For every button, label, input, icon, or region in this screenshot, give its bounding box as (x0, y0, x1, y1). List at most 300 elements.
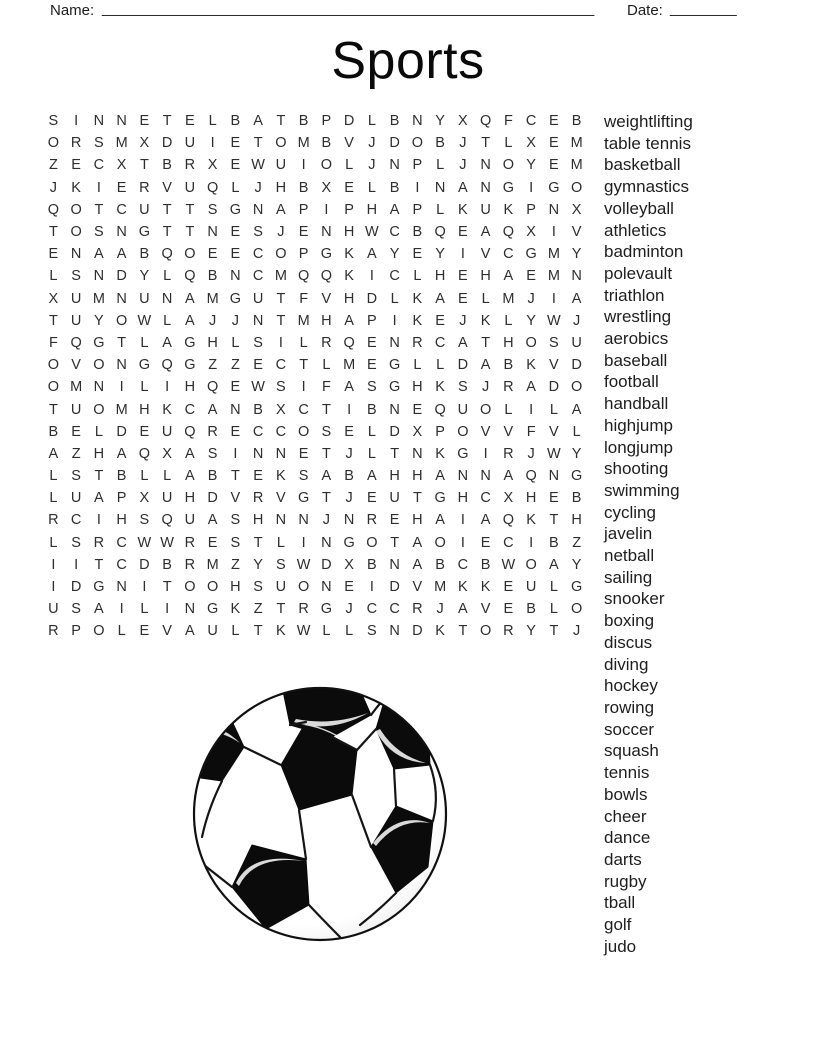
grid-letter: B (389, 113, 400, 130)
grid-letter: E (139, 423, 150, 440)
grid-letter: L (413, 357, 422, 374)
grid-letter: C (70, 512, 82, 529)
word-list-item: netball (604, 546, 655, 566)
grid-letter: P (526, 201, 536, 218)
grid-letter: H (389, 468, 400, 485)
grid-letter: K (412, 290, 423, 307)
grid-letter: T (48, 224, 58, 241)
grid-letter: Y (435, 246, 445, 263)
grid-letter: K (458, 201, 468, 218)
grid-letter: A (185, 312, 195, 329)
grid-letter: B (321, 135, 332, 152)
grid-letter: D (321, 556, 332, 573)
grid-letter: N (389, 401, 400, 418)
grid-letter: N (298, 512, 309, 529)
grid-letter: K (480, 579, 491, 596)
grid-letter: L (504, 401, 513, 418)
grid-letter: S (94, 135, 104, 152)
grid-letter: T (185, 201, 195, 218)
grid-letter: E (298, 445, 309, 462)
grid-letter: T (162, 201, 172, 218)
grid-letter: R (252, 490, 264, 507)
grid-letter: C (366, 601, 378, 618)
grid-letter: O (297, 423, 310, 440)
grid-letter: K (435, 445, 445, 462)
grid-letter: O (366, 534, 378, 551)
grid-letter: S (276, 379, 286, 396)
grid-letter: G (548, 179, 560, 196)
grid-letter: I (142, 579, 147, 596)
grid-letter: I (392, 312, 397, 329)
grid-letter: E (503, 601, 514, 618)
grid-letter: Q (297, 268, 310, 285)
grid-letter: K (503, 201, 514, 218)
grid-letter: Q (502, 512, 515, 529)
grid-letter: L (504, 312, 513, 329)
word-list-item: weightlifting (604, 112, 693, 131)
grid-letter: X (412, 423, 423, 440)
grid-letter: E (458, 290, 468, 307)
grid-letter: O (70, 224, 82, 241)
grid-letter: N (389, 623, 400, 640)
grid-letter: B (367, 556, 377, 573)
grid-letter: Z (71, 445, 81, 462)
grid-letter: E (389, 512, 400, 529)
grid-letter: X (344, 556, 354, 573)
grid-letter: Q (47, 201, 60, 218)
grid-letter: B (344, 468, 354, 485)
grid-letter: A (344, 312, 354, 329)
grid-letter: Y (571, 445, 582, 462)
grid-letter: Q (138, 445, 151, 462)
grid-letter: J (368, 157, 376, 174)
grid-letter: F (503, 113, 513, 130)
grid-letter: A (435, 512, 445, 529)
grid-letter: C (252, 246, 264, 263)
grid-letter: V (503, 423, 514, 440)
grid-letter: L (572, 423, 581, 440)
grid-letter: J (345, 601, 353, 618)
grid-letter: I (529, 179, 534, 196)
grid-letter: C (389, 268, 400, 285)
wordsearch-grid (42, 110, 588, 643)
grid-letter: C (434, 334, 446, 351)
grid-letter: G (343, 534, 355, 551)
grid-letter: U (275, 157, 287, 174)
grid-letter: B (435, 135, 445, 152)
grid-letter: J (254, 179, 262, 196)
grid-letter: C (116, 201, 127, 218)
grid-letter: O (525, 556, 537, 573)
grid-letter: X (503, 490, 514, 507)
grid-letter: K (480, 312, 491, 329)
grid-letter: T (94, 201, 104, 218)
grid-letter: N (548, 468, 560, 485)
grid-letter: J (527, 445, 535, 462)
grid-letter: E (480, 534, 491, 551)
grid-letter: A (458, 179, 468, 196)
grid-letter: L (367, 423, 376, 440)
grid-letter: G (184, 357, 196, 374)
grid-letter: A (571, 401, 582, 418)
grid-letter: B (116, 468, 127, 485)
grid-letter: J (49, 179, 57, 196)
grid-letter: M (115, 401, 128, 418)
grid-letter: Q (70, 334, 82, 351)
grid-letter: N (321, 579, 332, 596)
grid-letter: B (503, 357, 514, 374)
grid-letter: A (185, 445, 195, 462)
grid-letter: T (117, 334, 127, 351)
word-list-item: baseball (604, 350, 668, 370)
grid-letter: G (320, 246, 333, 263)
word-list-item: triathlon (604, 285, 665, 305)
grid-letter: N (457, 468, 469, 485)
grid-letter: N (321, 224, 332, 241)
grid-letter: A (94, 490, 104, 507)
grid-letter: G (297, 490, 310, 507)
grid-letter: L (49, 534, 58, 551)
grid-letter: G (457, 445, 469, 462)
grid-letter: E (139, 623, 150, 640)
grid-letter: N (548, 201, 560, 218)
grid-letter: N (321, 534, 332, 551)
grid-letter: C (116, 556, 127, 573)
grid-letter: S (253, 579, 263, 596)
grid-letter: W (365, 224, 379, 241)
grid-letter: T (48, 312, 58, 329)
word-list-item: squash (604, 741, 659, 761)
grid-letter: Q (206, 179, 219, 196)
grid-letter: B (549, 534, 559, 551)
grid-letter: N (571, 268, 582, 285)
grid-letter: G (502, 179, 515, 196)
grid-letter: I (460, 512, 465, 529)
grid-letter: K (526, 357, 536, 374)
grid-letter: G (229, 290, 242, 307)
word-list-item: volleyball (604, 198, 674, 218)
grid-letter: I (210, 135, 215, 152)
grid-letter: O (93, 401, 105, 418)
grid-letter: S (367, 623, 377, 640)
grid-letter: Y (435, 113, 445, 130)
grid-letter: W (160, 534, 174, 551)
grid-letter: L (549, 601, 558, 618)
grid-letter: N (184, 601, 196, 618)
grid-letter: L (231, 334, 240, 351)
grid-letter: T (94, 468, 104, 485)
grid-letter: A (367, 468, 377, 485)
grid-letter: C (480, 490, 491, 507)
grid-letter: G (388, 379, 401, 396)
grid-letter: A (412, 556, 423, 573)
grid-letter: M (92, 290, 105, 307)
grid-letter: M (297, 312, 310, 329)
grid-letter: C (275, 423, 287, 440)
grid-letter: L (481, 290, 490, 307)
grid-letter: O (47, 379, 60, 396)
grid-letter: K (276, 468, 286, 485)
grid-letter: N (116, 579, 127, 596)
grid-letter: B (48, 423, 59, 440)
grid-letter: Q (184, 268, 196, 285)
grid-letter: A (503, 268, 514, 285)
grid-letter: O (115, 312, 128, 329)
grid-letter: T (185, 224, 195, 241)
grid-letter: A (435, 290, 445, 307)
grid-letter: P (71, 623, 81, 640)
grid-letter: Z (572, 534, 582, 551)
grid-letter: D (412, 623, 423, 640)
grid-letter: D (457, 357, 469, 374)
grid-letter: O (70, 201, 82, 218)
grid-letter: P (321, 113, 332, 130)
grid-letter: L (140, 601, 149, 618)
grid-letter: S (94, 224, 104, 241)
grid-letter: T (276, 312, 286, 329)
grid-letter: I (96, 179, 101, 196)
grid-letter: H (207, 334, 218, 351)
word-list-item: dance (604, 828, 651, 848)
grid-letter: N (116, 290, 127, 307)
grid-letter: G (93, 579, 105, 596)
grid-letter: O (275, 246, 287, 263)
grid-letter: A (480, 224, 491, 241)
grid-letter: I (119, 379, 124, 396)
word-list-item: sailing (604, 567, 653, 587)
grid-letter: K (344, 268, 354, 285)
grid-letter: E (230, 423, 241, 440)
grid-letter: Q (161, 512, 173, 529)
grid-letter: N (434, 179, 446, 196)
grid-letter: E (298, 224, 309, 241)
grid-letter: T (458, 623, 468, 640)
grid-letter: A (480, 357, 491, 374)
grid-letter: O (570, 179, 583, 196)
grid-letter: Q (206, 379, 219, 396)
grid-letter: F (526, 423, 536, 440)
grid-letter: U (184, 179, 196, 196)
grid-letter: L (94, 423, 103, 440)
grid-letter: X (458, 113, 468, 130)
grid-letter: C (184, 401, 196, 418)
grid-letter: O (411, 135, 424, 152)
word-list-item: badminton (604, 242, 684, 262)
name-label: Name: (50, 2, 95, 19)
grid-letter: Q (525, 468, 537, 485)
grid-letter: M (570, 135, 583, 152)
grid-letter: E (503, 579, 514, 596)
grid-letter: S (549, 334, 559, 351)
grid-letter: V (71, 357, 81, 374)
grid-letter: A (162, 334, 172, 351)
grid-letter: D (548, 379, 560, 396)
grid-letter: I (415, 179, 420, 196)
grid-letter: Y (526, 312, 536, 329)
grid-letter: D (343, 113, 355, 130)
grid-letter: E (344, 179, 354, 196)
grid-letter: B (207, 268, 218, 285)
word-list-item: tennis (604, 763, 650, 783)
grid-letter: J (573, 623, 581, 640)
grid-letter: E (458, 224, 468, 241)
grid-letter: W (137, 534, 152, 551)
grid-letter: T (481, 135, 491, 152)
grid-letter: K (162, 401, 172, 418)
grid-letter: H (93, 445, 105, 462)
grid-letter: R (503, 379, 514, 396)
grid-letter: L (436, 157, 445, 174)
grid-letter: L (163, 468, 172, 485)
grid-letter: S (71, 534, 81, 551)
grid-letter: M (502, 290, 515, 307)
word-list-item: cheer (604, 806, 647, 826)
grid-letter: Y (526, 623, 536, 640)
grid-letter: T (549, 623, 559, 640)
grid-letter: T (276, 290, 286, 307)
grid-letter: R (298, 601, 309, 618)
grid-letter: X (139, 135, 150, 152)
grid-letter: S (207, 445, 218, 462)
grid-letter: T (321, 445, 331, 462)
grid-letter: C (503, 534, 514, 551)
soccer-ball-image (190, 679, 450, 949)
grid-letter: K (276, 623, 286, 640)
grid-letter: Y (526, 157, 536, 174)
grid-letter: B (298, 179, 309, 196)
grid-letter: N (230, 268, 241, 285)
grid-letter: L (390, 290, 399, 307)
grid-letter: W (251, 379, 265, 396)
grid-letter: P (435, 423, 445, 440)
grid-letter: X (321, 179, 332, 196)
grid-letter: L (345, 157, 354, 174)
word-list-item: darts (604, 849, 642, 869)
grid-letter: G (570, 579, 583, 596)
grid-letter: R (184, 157, 196, 174)
grid-letter: L (436, 201, 445, 218)
grid-letter: W (501, 556, 516, 573)
grid-letter: I (301, 157, 306, 174)
grid-letter: O (47, 357, 60, 374)
grid-letter: Q (184, 423, 196, 440)
grid-letter: I (51, 579, 56, 596)
grid-letter: N (343, 512, 355, 529)
grid-letter: L (231, 179, 240, 196)
grid-letter: Z (230, 556, 240, 573)
grid-letter: A (344, 379, 354, 396)
grid-letter: A (94, 601, 104, 618)
grid-letter: Z (48, 157, 58, 174)
word-list-item: gymnastics (604, 177, 690, 197)
grid-letter: J (345, 445, 353, 462)
grid-letter: I (96, 512, 101, 529)
grid-letter: A (48, 445, 59, 462)
grid-letter: E (367, 357, 377, 374)
grid-letter: O (525, 334, 537, 351)
grid-letter: C (116, 534, 127, 551)
grid-letter: V (480, 423, 491, 440)
grid-letter: C (389, 601, 400, 618)
grid-letter: K (526, 512, 536, 529)
name-blank-line: ___________________________________________________________ (102, 0, 595, 17)
grid-letter: M (206, 556, 219, 573)
grid-letter: T (390, 445, 400, 462)
grid-letter: E (230, 157, 241, 174)
grid-letter: I (119, 601, 124, 618)
grid-letter: K (71, 179, 81, 196)
grid-letter: O (184, 246, 196, 263)
grid-letter: D (366, 290, 378, 307)
grid-letter: L (140, 334, 149, 351)
grid-letter: X (116, 157, 127, 174)
grid-letter: G (570, 468, 583, 485)
grid-letter: O (47, 135, 60, 152)
grid-letter: L (140, 379, 149, 396)
grid-letter: T (162, 579, 172, 596)
grid-letter: X (48, 290, 59, 307)
word-list-item: boxing (604, 611, 655, 631)
grid-letter: H (116, 512, 127, 529)
grid-letter: I (369, 268, 374, 285)
grid-letter: A (435, 468, 445, 485)
word-list-item: diving (604, 654, 649, 674)
grid-letter: N (275, 512, 287, 529)
grid-letter: R (184, 534, 196, 551)
grid-letter: N (207, 224, 218, 241)
grid-letter: P (116, 490, 127, 507)
grid-letter: U (161, 490, 173, 507)
grid-letter: E (230, 224, 241, 241)
grid-letter: V (276, 490, 286, 507)
grid-letter: L (117, 623, 126, 640)
grid-letter: J (573, 312, 581, 329)
grid-letter: L (276, 534, 285, 551)
grid-letter: L (413, 268, 422, 285)
grid-letter: I (347, 401, 352, 418)
grid-letter: V (344, 135, 354, 152)
grid-letter: X (526, 135, 536, 152)
grid-letter: C (93, 157, 105, 174)
grid-letter: S (71, 601, 81, 618)
grid-letter: N (116, 113, 127, 130)
grid-letter: K (230, 601, 241, 618)
grid-letter: N (389, 334, 400, 351)
grid-letter: V (480, 601, 491, 618)
grid-letter: F (48, 334, 58, 351)
grid-letter: U (139, 290, 150, 307)
grid-letter: H (571, 512, 582, 529)
grid-letter: I (278, 334, 283, 351)
grid-letter: D (389, 423, 400, 440)
grid-letter: A (94, 246, 104, 263)
grid-letter: W (251, 157, 265, 174)
grid-letter: X (162, 445, 172, 462)
grid-letter: U (207, 623, 218, 640)
grid-letter: O (570, 601, 583, 618)
grid-letter: Z (208, 357, 218, 374)
grid-letter: E (71, 423, 81, 440)
word-list-item: javelin (604, 524, 653, 544)
grid-letter: B (162, 157, 172, 174)
grid-letter: T (230, 468, 240, 485)
grid-letter: N (252, 201, 264, 218)
word-list-item: bowls (604, 784, 648, 804)
grid-letter: N (412, 445, 423, 462)
grid-letter: X (207, 157, 218, 174)
word-list-item: longjump (604, 437, 673, 457)
grid-letter: G (138, 357, 151, 374)
